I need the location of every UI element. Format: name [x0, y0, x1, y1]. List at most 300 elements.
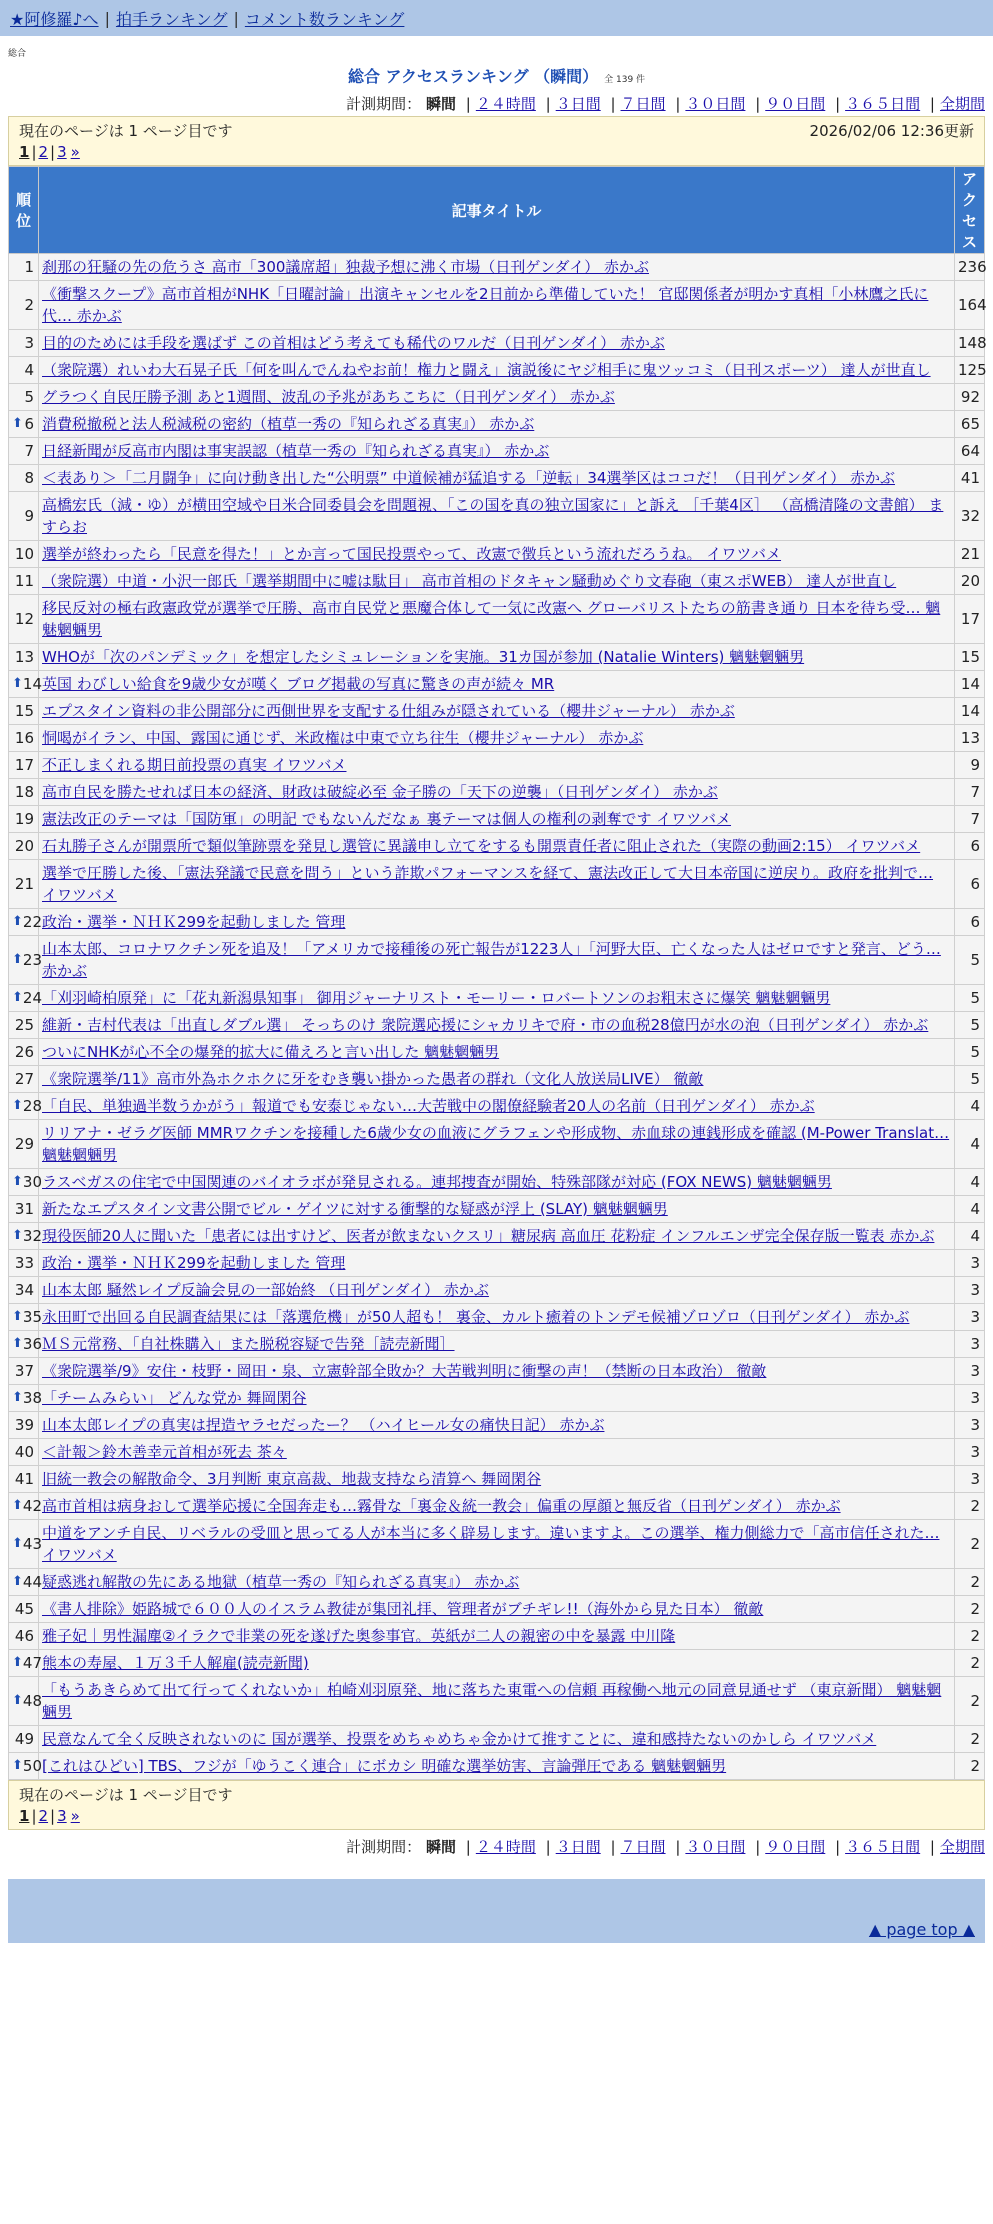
rank-number: 18 [14, 783, 34, 801]
rank-cell [9, 1412, 39, 1439]
table-row [9, 1120, 985, 1169]
article-link[interactable]: グラつく自民圧勝予測 あと1週間、波乱の予兆があちこちに（日刊ゲンダイ） 赤かぶ [42, 388, 615, 406]
period-link-24h[interactable]: ２４時間 [475, 95, 536, 113]
article-link[interactable]: 維新・吉村代表は「出直しダブル選」 そっちのけ 衆院選応援にシャカリキで府・市の血税28億円が水の泡（日刊ゲンダイ） 赤かぶ [42, 1016, 929, 1034]
rank-cell [9, 411, 39, 438]
access-count: 6 [955, 909, 985, 936]
rank-number: 6 [24, 415, 34, 433]
access-count: 13 [955, 725, 985, 752]
access-count: 4 [955, 1120, 985, 1169]
title-cell [39, 644, 955, 671]
up-arrow-icon: ⬆ [12, 1536, 23, 1551]
title-cell [39, 1120, 955, 1169]
rank-cell [9, 1331, 42, 1358]
article-link[interactable]: ＜計報＞鈴木善幸元首相が死去 茶々 [42, 1443, 287, 1461]
access-count: 5 [955, 1012, 985, 1039]
header-rank: 順位 [9, 167, 39, 254]
table-row [9, 330, 985, 357]
nav-link-clap-ranking[interactable]: 拍手ランキング [115, 9, 228, 29]
rank-cell [9, 595, 39, 644]
rank-cell [9, 698, 39, 725]
table-row [9, 698, 985, 725]
article-link[interactable]: 目的のためには手段を選ばず この首相はどう考えても稀代のワルだ（日刊ゲンダイ） 赤かぶ [42, 334, 665, 352]
rank-number: 48 [22, 1692, 42, 1710]
rank-number: 27 [14, 1070, 34, 1088]
table-row [9, 909, 985, 936]
rank-number: 16 [14, 729, 34, 747]
access-count: 3 [955, 1331, 985, 1358]
table-row [9, 1066, 985, 1093]
period-link-7d[interactable]: ７日間 [620, 1838, 666, 1856]
table-row [9, 492, 985, 541]
period-selector-top: 計測期間： 瞬間 | ２４時間 | ３日間 | ７日間 | ３０日間 | ９０日間 | ３６５日間 | 全期間 [346, 95, 985, 113]
rank-number: 26 [14, 1043, 34, 1061]
access-count: 3 [955, 1466, 985, 1493]
rank-cell [9, 1726, 39, 1753]
rank-number: 44 [22, 1573, 42, 1591]
nav-separator: | [104, 8, 110, 28]
table-row [9, 1331, 985, 1358]
table-row [9, 1196, 985, 1223]
period-link-all[interactable]: 全期間 [939, 1838, 985, 1856]
rank-number: 47 [22, 1654, 42, 1672]
ranking-table [8, 166, 985, 1780]
article-link[interactable]: 「刈羽崎柏原発」に「花丸新潟県知事」 御用ジャーナリスト・モーリー・ロバートソンのお粗末さに爆笑 魑魅魍魎男 [42, 989, 831, 1007]
period-link-30d[interactable]: ３０日間 [685, 1838, 746, 1856]
rank-cell [9, 860, 39, 909]
article-link[interactable]: （衆院選）れいわ大石晃子氏「何を叫んでんねやお前！権力と闘え」演説後にヤジ相手に鬼ツッコミ（日刊スポーツ） 達人が世直し [42, 361, 931, 379]
rank-number: 45 [14, 1600, 34, 1618]
page-next-link[interactable]: » [70, 143, 80, 161]
table-row [9, 1385, 985, 1412]
article-link[interactable]: ＜表あり＞「二月闘争」に向け動き出した“公明票” 中道候補が猛追する「逆転」34選挙区はココだ！（日刊ゲンダイ） 赤かぶ [42, 469, 895, 487]
title-cell [39, 1439, 955, 1466]
table-row [9, 438, 985, 465]
title-cell [39, 725, 955, 752]
rank-cell [9, 1439, 39, 1466]
rank-number: 35 [22, 1308, 42, 1326]
table-row [9, 1726, 985, 1753]
article-link[interactable]: 高市首相は病身おして選挙応援に全国奔走も…霧骨な「裏金＆統一教会」偏重の厚顔と無反省（日刊ゲンダイ） 赤かぶ [42, 1497, 841, 1515]
page-current: 1 [19, 143, 30, 161]
access-count: 3 [955, 1250, 985, 1277]
article-link[interactable]: ついにNHKが心不全の爆発的拡大に備えろと言い出した 魑魅魍魎男 [42, 1043, 500, 1061]
rank-number: 31 [14, 1200, 34, 1218]
rank-cell [9, 936, 42, 985]
period-link-7d[interactable]: ７日間 [620, 95, 666, 113]
table-row [9, 671, 985, 698]
page-status: 現在のページは 1 ページ目です [19, 1785, 233, 1804]
table-row [9, 1466, 985, 1493]
rank-number: 22 [22, 913, 42, 931]
title-cell [39, 1066, 955, 1093]
article-link[interactable]: 「もうあきらめて出て行ってくれないか」柏崎刈羽原発、地に落ちた東電への信頼 再稼働へ地元の同意見通せず （東京新聞） 魑魅魍魎男 [42, 1681, 942, 1721]
page-current: 1 [19, 1807, 30, 1825]
rank-number: 36 [22, 1335, 42, 1353]
table-row [9, 411, 985, 438]
rank-cell [9, 1012, 39, 1039]
table-row [9, 1277, 985, 1304]
rank-number: 30 [22, 1173, 42, 1191]
article-link[interactable]: 疑惑逃れ解散の先にある地獄（植草一秀の『知られざる真実』） 赤かぶ [42, 1573, 520, 1591]
rank-cell [9, 1196, 39, 1223]
title-cell [39, 1331, 955, 1358]
rank-number: 34 [14, 1281, 34, 1299]
updated-timestamp: 2026/02/06 12:36更新 [809, 121, 974, 140]
period-label: 計測期間： [346, 95, 422, 113]
table-row [9, 1677, 985, 1726]
rank-cell [9, 1120, 39, 1169]
page-link-2[interactable]: 2 [38, 1807, 49, 1825]
article-link[interactable]: 現役医師20人に聞いた「患者には出すけど、医者が飲まないクスリ」糖尿病 高血圧 花粉症 インフルエンザ完全保存版一覧表 赤かぶ [42, 1227, 935, 1245]
top-nav-bar [0, 0, 993, 36]
table-row [9, 1358, 985, 1385]
access-count: 3 [955, 1277, 985, 1304]
rank-number: 46 [14, 1627, 34, 1645]
title-cell [39, 254, 955, 281]
period-label: 計測期間： [346, 1838, 422, 1856]
rank-number: 37 [14, 1362, 34, 1380]
title-cell [39, 860, 955, 909]
article-link[interactable]: リリアナ・ゼラグ医師 MMRワクチンを接種した6歳少女の血液にグラフェンや形成物、赤血球の連銭形成を確認 (M-Power Translat… 魑魅魍魎男 [42, 1124, 950, 1164]
title-cell [39, 281, 955, 330]
title-cell [39, 1677, 955, 1726]
up-arrow-icon: ⬆ [12, 1174, 23, 1189]
article-link[interactable]: 旧統一教会の解散命令、3月判断 東京高裁、地裁支持なら清算へ 舞岡閑谷 [42, 1470, 542, 1488]
article-link[interactable]: 恫喝がイラン、中国、露国に通じず、米政権は中東で立ち往生（櫻井ジャーナル） 赤かぶ [42, 729, 644, 747]
access-count: 20 [955, 568, 985, 595]
article-link[interactable]: 民意なんて全く反映されないのに 国が選挙、投票をめちゃめちゃ金かけて推すことに、違和感持たないのかしら イワツバメ [42, 1730, 877, 1748]
article-link[interactable]: 選挙で圧勝した後、「憲法発議で民意を問う」という詐欺パフォーマンスを経て、憲法改正して大日本帝国に逆戻り。政府を批判で… イワツバメ [42, 864, 934, 904]
period-current: 瞬間 [425, 95, 456, 113]
period-link-3d[interactable]: ３日間 [555, 1838, 601, 1856]
rank-number: 19 [14, 810, 34, 828]
rank-cell [9, 833, 39, 860]
table-row [9, 281, 985, 330]
title-cell [39, 1223, 955, 1250]
table-row [9, 1569, 985, 1596]
period-link-24h[interactable]: ２４時間 [475, 1838, 536, 1856]
table-row [9, 1093, 985, 1120]
access-count: 7 [955, 806, 985, 833]
article-link[interactable]: 消費税撤税と法人税減税の密約（植草一秀の『知られざる真実』） 赤かぶ [42, 415, 535, 433]
total-count: 全 139 件 [604, 75, 646, 85]
access-count: 3 [955, 1412, 985, 1439]
period-link-90d[interactable]: ９０日間 [765, 1838, 826, 1856]
table-row [9, 985, 985, 1012]
table-row [9, 806, 985, 833]
title-cell [39, 1623, 955, 1650]
page-link-3[interactable]: 3 [57, 143, 67, 161]
rank-number: 41 [14, 1470, 34, 1488]
rank-cell [9, 1039, 39, 1066]
nav-link-ashura[interactable]: ★阿修羅♪へ [10, 9, 99, 29]
title-cell [39, 1012, 955, 1039]
article-link[interactable]: 不正しまくれる期日前投票の真実 イワツバメ [42, 756, 347, 774]
rank-cell [9, 1358, 39, 1385]
table-row [9, 1493, 985, 1520]
rank-number: 25 [14, 1016, 34, 1034]
access-count: 5 [955, 1039, 985, 1066]
rank-cell [9, 752, 39, 779]
period-link-all[interactable]: 全期間 [939, 95, 985, 113]
nav-separator: | [233, 8, 239, 28]
rank-number: 17 [14, 756, 34, 774]
footer-bar [8, 1879, 985, 1943]
title-cell [39, 1169, 955, 1196]
title-cell [39, 752, 955, 779]
rank-number: 43 [22, 1535, 42, 1553]
rank-number: 15 [14, 702, 34, 720]
page-link-3[interactable]: 3 [57, 1807, 67, 1825]
title-cell [39, 330, 955, 357]
access-count: 64 [955, 438, 985, 465]
rank-cell [9, 644, 39, 671]
access-count: 15 [955, 644, 985, 671]
article-link[interactable]: 選挙が終わったら「民意を得た！」とか言って国民投票やって、改憲で徴兵という流れだろうね。 イワツバメ [42, 545, 782, 563]
page-top-link[interactable]: ▲ page top ▲ [868, 1920, 975, 1939]
article-link[interactable]: 山本太郎、コロナワクチン死を追及！「アメリカで接種後の死亡報告が1223人」「河野大臣、亡くなった人はゼロですと発言、どう… 赤かぶ [42, 940, 941, 980]
rank-cell [9, 541, 39, 568]
period-link-365d[interactable]: ３６５日間 [845, 95, 921, 113]
access-count: 4 [955, 1169, 985, 1196]
rank-number: 4 [24, 361, 34, 379]
table-row [9, 541, 985, 568]
article-link[interactable]: [これはひどい] TBS、フジが「ゆうこく連合」にボカシ 明確な選挙妨害、言論弾圧である 魑魅魍魎男 [42, 1757, 727, 1775]
article-link[interactable]: 日経新聞が反高市内閣は事実誤認（植草一秀の『知られざる真実』） 赤かぶ [42, 442, 550, 460]
rank-number: 39 [14, 1416, 34, 1434]
article-link[interactable]: 高橋宏氏（減・ゆ）が横田空域や日米合同委員会を問題視、「この国を真の独立国家に」と訴え ［千葉4区］ （高橋清隆の文書館） ますらお [42, 496, 944, 536]
page-status: 現在のページは 1 ページ目です [19, 121, 233, 140]
rank-number: 5 [24, 388, 34, 406]
table-row [9, 1439, 985, 1466]
rank-cell [9, 1596, 39, 1623]
title-cell [39, 1277, 955, 1304]
title-cell [39, 1520, 955, 1569]
title-cell [39, 1039, 955, 1066]
up-arrow-icon: ⬆ [12, 1390, 23, 1405]
table-row [9, 860, 985, 909]
article-link[interactable]: エプスタイン資料の非公開部分に西側世界を支配する仕組みが隠されている（櫻井ジャーナル） 赤かぶ [42, 702, 735, 720]
rank-number: 23 [22, 951, 42, 969]
rank-cell [9, 1169, 42, 1196]
title-cell [39, 1569, 955, 1596]
access-count: 7 [955, 779, 985, 806]
rank-cell [9, 357, 39, 384]
rank-number: 50 [22, 1757, 42, 1775]
title-cell [39, 1596, 955, 1623]
rank-number: 14 [22, 675, 42, 693]
period-link-3d[interactable]: ３日間 [555, 95, 601, 113]
article-link[interactable]: 高市自民を勝たせれば日本の経済、財政は破綻必至 金子勝の「天下の逆襲」（日刊ゲンダイ） 赤かぶ [42, 783, 718, 801]
article-link[interactable]: 熊本の寿屋、１万３千人解雇(読売新聞) [42, 1654, 309, 1672]
access-count: 3 [955, 1439, 985, 1466]
access-count: 4 [955, 1223, 985, 1250]
article-link[interactable]: 《衆院選挙/11》高市外為ホクホクに牙をむき襲い掛かった愚者の群れ（文化人放送局LIVE） 徹敵 [42, 1070, 704, 1088]
title-cell [39, 936, 955, 985]
rank-number: 42 [22, 1497, 42, 1515]
rank-cell [9, 1223, 42, 1250]
rank-cell [9, 438, 39, 465]
article-link[interactable]: 山本太郎 騒然レイプ反論会見の一部始終 （日刊ゲンダイ） 赤かぶ [42, 1281, 489, 1299]
table-row [9, 568, 985, 595]
rank-cell [9, 1650, 42, 1677]
access-count: 5 [955, 985, 985, 1012]
rank-cell [9, 1093, 42, 1120]
up-arrow-icon: ⬆ [12, 1758, 23, 1773]
access-count: 236 [955, 254, 985, 281]
rank-number: 10 [14, 545, 34, 563]
title-cell [39, 1753, 955, 1780]
period-selector-bottom: 計測期間： 瞬間 | ２４時間 | ３日間 | ７日間 | ３０日間 | ９０日間 | ３６５日間 | 全期間 [346, 1838, 985, 1856]
title-cell [39, 492, 955, 541]
title-cell [39, 1650, 955, 1677]
table-row [9, 1223, 985, 1250]
access-count: 2 [955, 1569, 985, 1596]
title-cell [39, 806, 955, 833]
rank-cell [9, 254, 39, 281]
table-row [9, 1412, 985, 1439]
article-link[interactable]: 山本太郎レイプの真実は捏造ヤラセだったー？ （ハイヒール女の痛快日記） 赤かぶ [42, 1416, 605, 1434]
article-link[interactable]: 英国 わびしい給食を9歳少女が嘆く ブログ掲載の写真に驚きの声が続々 MR [42, 675, 555, 693]
title-cell [39, 465, 955, 492]
title-cell [39, 985, 955, 1012]
title-cell [39, 1196, 955, 1223]
up-arrow-icon: ⬆ [12, 1655, 23, 1670]
article-link[interactable]: 《衝撃スクープ》高市首相がNHK「日曜討論」出演キャンセルを2日前から準備していた！ 官邸関係者が明かす真相「小林鷹之氏に代… 赤かぶ [42, 285, 929, 325]
pagination-top: 現在のページは 1 ページ目です 2026/02/06 12:36更新 1 | 2 | 3 » [8, 116, 985, 166]
rank-cell [9, 985, 42, 1012]
title-cell [39, 1493, 955, 1520]
rank-cell [9, 671, 42, 698]
title-cell [39, 779, 955, 806]
article-link[interactable]: 《衆院選挙/9》安住・枝野・岡田・泉、立憲幹部全敗か？大苦戦判明に衝撃の声！（禁断の日本政治） 徹敵 [42, 1362, 767, 1380]
access-count: 125 [955, 357, 985, 384]
access-count: 9 [955, 752, 985, 779]
title-cell [39, 1250, 955, 1277]
article-link[interactable]: 石丸勝子さんが開票所で類似筆跡票を発見し選管に異議申し立てをするも開票責任者に阻止された（実際の動画2:15） イワツバメ [42, 837, 921, 855]
article-link[interactable]: 憲法改正のテーマは「国防軍」の明記 でもないんだなぁ 裏テーマは個人の権利の剥奪です イワツバメ [42, 810, 732, 828]
article-link[interactable]: 《書人排除》姫路城で６００人のイスラム教徒が集団礼拝、管理者がブチギレ!!（海外から見た日本） 徹敵 [42, 1600, 764, 1618]
title-cell [39, 568, 955, 595]
access-count: 2 [955, 1493, 985, 1520]
access-count: 2 [955, 1520, 985, 1569]
rank-number: 24 [22, 989, 42, 1007]
rank-number: 38 [22, 1389, 42, 1407]
title-cell [39, 411, 955, 438]
access-count: 164 [955, 281, 985, 330]
rank-number: 21 [14, 875, 34, 893]
title-cell [39, 833, 955, 860]
table-row [9, 1596, 985, 1623]
access-count: 4 [955, 1093, 985, 1120]
rank-number: 12 [14, 610, 34, 628]
period-link-365d[interactable]: ３６５日間 [845, 1838, 921, 1856]
article-link[interactable]: （衆院選）中道・小沢一郎氏「選挙期間中に嘘は駄目」 高市首相のドタキャン騒動めぐり文春砲（東スポWEB） 達人が世直し [42, 572, 897, 590]
article-link[interactable]: ＭＳ元常務、「自社株購入」また脱税容疑で告発［読売新聞］ [42, 1335, 455, 1353]
table-row [9, 1520, 985, 1569]
up-arrow-icon: ⬆ [12, 416, 23, 431]
rank-cell [9, 1520, 42, 1569]
up-arrow-icon: ⬆ [12, 1228, 23, 1243]
title-cell [39, 1412, 955, 1439]
rank-number: 40 [14, 1443, 34, 1461]
title-cell [39, 1358, 955, 1385]
rank-cell [9, 1623, 39, 1650]
table-row [9, 1623, 985, 1650]
article-link[interactable]: 新たなエプスタイン文書公開でビル・ゲイツに対する衝撃的な疑惑が浮上 (SLAY) 魑魅魍魎男 [42, 1200, 668, 1218]
article-link[interactable]: 移民反対の極右政憲政党が選挙で圧勝、高市自民党と悪魔合体して一気に改憲へ グローバリストたちの筋書き通り 日本を待ち受… 魑魅魍魎男 [42, 599, 941, 639]
access-count: 5 [955, 936, 985, 985]
page-link-2[interactable]: 2 [38, 143, 49, 161]
title-cell [39, 438, 955, 465]
article-link[interactable]: 刹那の狂騒の先の危うさ 高市「300議席超」独裁予想に沸く市場（日刊ゲンダイ） 赤かぶ [42, 258, 649, 276]
title-cell [39, 1466, 955, 1493]
rank-number: 9 [24, 507, 34, 525]
access-count: 2 [955, 1677, 985, 1726]
up-arrow-icon: ⬆ [12, 676, 23, 691]
access-count: 2 [955, 1753, 985, 1780]
rank-cell [9, 1677, 42, 1726]
page-next-link[interactable]: » [70, 1807, 80, 1825]
period-link-30d[interactable]: ３０日間 [685, 95, 746, 113]
nav-link-comment-ranking[interactable]: コメント数ランキング [244, 9, 405, 29]
rank-number: 49 [14, 1730, 34, 1748]
period-link-90d[interactable]: ９０日間 [765, 95, 826, 113]
article-link[interactable]: ラスベガスの住宅で中国関連のバイオラボが発見される。連邦捜査が開始、特殊部隊が対応 (FOX NEWS) 魑魅魍魎男 [42, 1173, 832, 1191]
title-cell [39, 1726, 955, 1753]
up-arrow-icon: ⬆ [12, 1574, 23, 1589]
rank-number: 3 [24, 334, 34, 352]
access-count: 21 [955, 541, 985, 568]
access-count: 2 [955, 1623, 985, 1650]
table-row [9, 833, 985, 860]
rank-number: 7 [24, 442, 34, 460]
article-link[interactable]: 雅子妃｜男性漏塵②イラクで非業の死を遂げた奥参事官。英紙が二人の親密の中を暴露 中川隆 [42, 1627, 676, 1645]
rank-cell [9, 1066, 39, 1093]
title-cell [39, 384, 955, 411]
table-row [9, 1250, 985, 1277]
rank-cell [9, 1753, 42, 1780]
article-link[interactable]: WHOが「次のパンデミック」を想定したシミュレーションを実施。31カ国が参加 (Natalie Winters) 魑魅魍魎男 [42, 648, 805, 666]
access-count: 4 [955, 1196, 985, 1223]
access-count: 3 [955, 1385, 985, 1412]
article-link[interactable]: 政治・選挙・ＮＨＫ299を起動しました 管理 [42, 1254, 346, 1272]
article-link[interactable]: 中道をアンチ自民、リベラルの受皿と思ってる人が本当に多く辟易します。違いますよ。この選挙、権力側総力で「高市信任された… イワツバメ [42, 1524, 940, 1564]
table-row [9, 357, 985, 384]
table-row [9, 1012, 985, 1039]
access-count: 2 [955, 1726, 985, 1753]
article-link[interactable]: 永田町で出回る自民調査結果には「落選危機」が50人超も！ 裏金、カルト癒着のトンデモ候補ゾロゾロ（日刊ゲンダイ） 赤かぶ [42, 1308, 910, 1326]
access-count: 17 [955, 595, 985, 644]
rank-number: 33 [14, 1254, 34, 1272]
table-row [9, 1753, 985, 1780]
up-arrow-icon: ⬆ [12, 1336, 23, 1351]
article-link[interactable]: 政治・選挙・ＮＨＫ299を起動しました 管理 [42, 913, 346, 931]
article-link[interactable]: 「自民、単独過半数うかがう」報道でも安泰じゃない…大苦戦中の閣僚経験者20人の名前（日刊ゲンダイ） 赤かぶ [42, 1097, 815, 1115]
access-count: 2 [955, 1596, 985, 1623]
table-row [9, 936, 985, 985]
up-arrow-icon: ⬆ [12, 914, 23, 929]
rank-cell [9, 1385, 42, 1412]
rank-cell [9, 1466, 39, 1493]
title-cell [39, 698, 955, 725]
title-cell [39, 357, 955, 384]
article-link[interactable]: 「チームみらい」 どんな党か 舞岡閑谷 [42, 1389, 307, 1407]
up-arrow-icon: ⬆ [12, 1309, 23, 1324]
up-arrow-icon: ⬆ [12, 1498, 23, 1513]
access-count: 148 [955, 330, 985, 357]
